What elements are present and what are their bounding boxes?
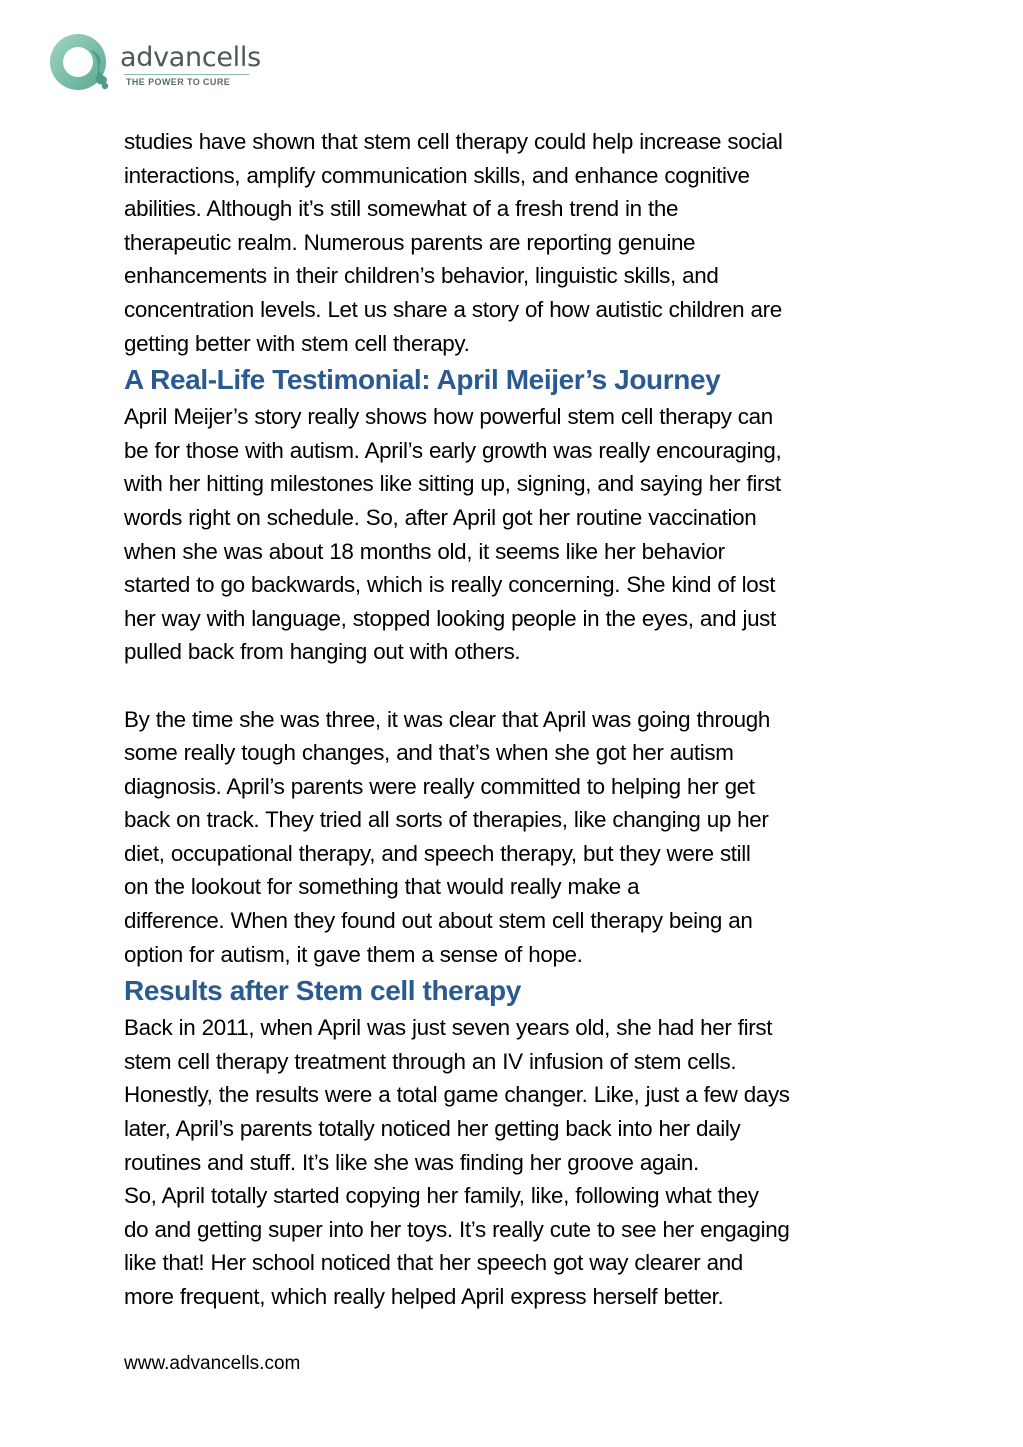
section-heading-testimonial: A Real-Life Testimonial: April Meijer’s Journey xyxy=(124,364,721,396)
text-line: back on track. They tried all sorts of therapies, like changing up her xyxy=(124,807,769,833)
text-line: some really tough changes, and that’s when she got her autism xyxy=(124,740,734,766)
section-heading-results: Results after Stem cell therapy xyxy=(124,975,521,1007)
testimonial-paragraph-1 xyxy=(124,400,914,669)
text-line: words right on schedule. So, after April got her routine vaccination xyxy=(124,504,757,530)
text-line: By the time she was three, it was clear that April was going through xyxy=(124,706,770,732)
footer-website-url: www.advancells.com xyxy=(124,1353,301,1374)
logo-tagline: THE POWER TO CURE xyxy=(126,77,231,87)
text-line: started to go backwards, which is really concerning. She kind of lost xyxy=(124,572,776,598)
text-line: interactions, amplify communication skills, and enhance cognitive xyxy=(124,162,750,188)
text-line: stem cell therapy treatment through an IV infusion of stem cells. xyxy=(124,1048,737,1074)
text-line: diet, occupational therapy, and speech therapy, but they were still xyxy=(124,840,751,866)
text-line: be for those with autism. April’s early growth was really encouraging, xyxy=(124,437,782,463)
text-line: diagnosis. April’s parents were really committed to helping her get xyxy=(124,773,755,799)
intro-paragraph xyxy=(124,125,914,360)
text-line: Back in 2011, when April was just seven years old, she had her first xyxy=(124,1015,773,1041)
text-line: on the lookout for something that would really make a xyxy=(124,874,640,900)
logo-divider xyxy=(124,74,249,75)
text-line: getting better with stem cell therapy. xyxy=(124,330,470,356)
text-line: when she was about 18 months old, it seems like her behavior xyxy=(124,538,725,564)
text-line: concentration levels. Let us share a story of how autistic children are xyxy=(124,296,782,322)
text-line: do and getting super into her toys. It’s really cute to see her engaging xyxy=(124,1216,790,1242)
text-line: routines and stuff. It’s like she was finding her groove again. xyxy=(124,1149,699,1175)
text-line: like that! Her school noticed that her speech got way clearer and xyxy=(124,1250,743,1276)
logo-mark-icon xyxy=(48,30,118,96)
logo-wordmark: advancells xyxy=(120,42,261,73)
text-line: enhancements in their children’s behavior, linguistic skills, and xyxy=(124,263,719,289)
text-line: her way with language, stopped looking people in the eyes, and just xyxy=(124,605,776,631)
text-line: studies have shown that stem cell therapy could help increase social xyxy=(124,129,783,154)
text-line: with her hitting milestones like sitting up, signing, and saying her first xyxy=(124,471,781,497)
text-line: therapeutic realm. Numerous parents are reporting genuine xyxy=(124,229,696,255)
document-body xyxy=(124,125,914,1314)
text-line: difference. When they found out about stem cell therapy being an xyxy=(124,908,753,934)
results-paragraph xyxy=(124,1011,914,1313)
text-line: Honestly, the results were a total game changer. Like, just a few days xyxy=(124,1082,790,1108)
paragraph-spacer xyxy=(124,669,914,703)
text-line: So, April totally started copying her family, like, following what they xyxy=(124,1183,759,1209)
advancells-logo xyxy=(48,30,261,100)
testimonial-paragraph-2 xyxy=(124,703,914,972)
text-line: more frequent, which really helped April express herself better. xyxy=(124,1284,724,1309)
text-line: April Meijer’s story really shows how powerful stem cell therapy can xyxy=(124,404,773,430)
text-line: option for autism, it gave them a sense of hope. xyxy=(124,941,583,967)
text-line: pulled back from hanging out with others. xyxy=(124,639,521,665)
text-line: abilities. Although it’s still somewhat of a fresh trend in the xyxy=(124,196,679,222)
text-line: later, April’s parents totally noticed her getting back into her daily xyxy=(124,1116,741,1142)
